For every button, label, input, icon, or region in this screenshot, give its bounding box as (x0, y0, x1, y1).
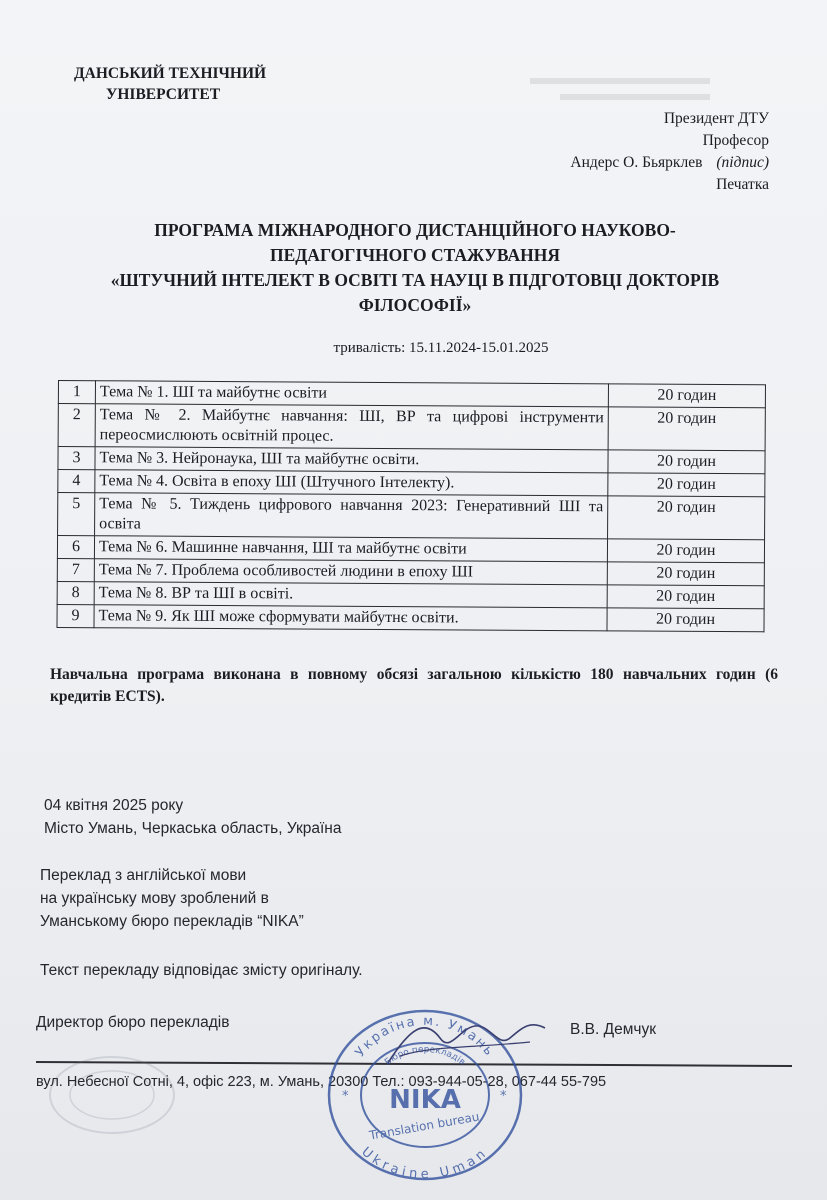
topic-number: 1 (58, 381, 95, 404)
seal-note: Печатка (716, 176, 769, 193)
topic-title: Тема № 2. Майбутнє навчання: ШІ, ВР та цифрові інструменти переосмислюють освітній процес. (95, 404, 608, 450)
topics-table-body (57, 381, 765, 632)
topic-hours: 20 годин (608, 407, 765, 451)
topic-hours: 20 годин (608, 496, 765, 540)
president-title: Президент ДТУ (663, 110, 769, 127)
title-line-3: «ШТУЧНИЙ ІНТЕЛЕКТ В ОСВІТІ ТА НАУЦІ В ПІДГОТОВЦІ ДОКТОРІВ (110, 270, 720, 290)
title-line-2: ПЕДАГОГІЧНОГО СТАЖУВАННЯ (269, 245, 560, 265)
topic-number: 5 (58, 493, 95, 536)
stamp-star-left: * (342, 1089, 349, 1104)
director-label: Директор бюро перекладів (36, 1014, 230, 1031)
stamp-inner-text: Бюро перекладів (383, 1044, 467, 1068)
title-line-1: ПРОГРАМА МІЖНАРОДНОГО ДИСТАНЦІЙНОГО НАУКОВО- (154, 220, 676, 240)
topic-title: Тема № 8. ВР та ШІ в освіті. (94, 582, 607, 608)
date-place-block (44, 794, 341, 840)
table-row (58, 493, 765, 540)
document-place: Місто Умань, Черкаська область, Україна (44, 820, 342, 837)
program-title (55, 218, 775, 318)
topic-number: 2 (58, 404, 95, 447)
document-date: 04 квітня 2025 року (44, 797, 184, 814)
stamp-bottom-text: Ukraine Uman (358, 1144, 492, 1183)
translation-line-2: на українську мову зроблений в (40, 890, 269, 907)
translation-line-3: Уманському бюро перекладів “NIKA” (40, 913, 304, 930)
president-signature-line (469, 152, 769, 174)
topic-hours: 20 годин (608, 384, 765, 408)
topic-hours: 20 годин (607, 608, 764, 632)
stamp-translation-bureau: Translation bureau (368, 1109, 481, 1143)
topic-number: 8 (57, 581, 94, 604)
summary-paragraph: Навчальна програма виконана в повному обсязі загальною кількістю 180 навчальних годин (6 кредитів ECTS). (50, 666, 778, 705)
university-name-line-2: УНІВЕРСИТЕТ (106, 86, 221, 103)
topic-title: Тема № 6. Машинне навчання, ШІ та майбутнє освіти (94, 536, 607, 562)
table-row (58, 404, 765, 451)
topic-number: 4 (58, 470, 95, 493)
footer-address: вул. Небесної Сотні, 4, офіс 223, м. Умань, 20300 Тел.: 093-944-05-28, 067-44 55-795 (36, 1074, 607, 1090)
topic-title: Тема № 7. Проблема особливостей людини в епоху ШІ (94, 559, 607, 585)
faint-stamp-impression (42, 1050, 182, 1140)
topic-hours: 20 годин (608, 473, 765, 497)
university-name-line-1: ДАНСЬКИЙ ТЕХНІЧНИЙ (74, 65, 267, 82)
approval-block (469, 108, 769, 196)
stamp-top-text: Україна м. Умань (352, 1013, 498, 1061)
topic-number: 9 (57, 604, 94, 627)
president-rank: Професор (702, 132, 769, 149)
topic-hours: 20 годин (608, 450, 765, 474)
translation-note (40, 864, 304, 933)
director-signature (380, 1008, 550, 1078)
topic-title: Тема № 4. Освіта в епоху ШІ (Штучного Інтелекту). (95, 470, 608, 496)
title-line-4: ФІЛОСОФІЇ» (358, 295, 472, 315)
president-name: Андерс О. Бьярклев (570, 154, 703, 171)
topic-number: 7 (57, 558, 94, 581)
topic-title: Тема № 1. ШІ та майбутнє освіти (95, 381, 608, 407)
conformity-statement: Текст перекладу відповідає змісту оригіналу. (40, 962, 363, 979)
translation-line-1: Переклад з англійської мови (40, 867, 247, 884)
table-row (57, 604, 764, 631)
stamp-brand: NIKA (389, 1085, 461, 1115)
topic-title: Тема № 5. Тиждень цифрового навчання 2023: Генеративний ШІ та освіта (95, 493, 608, 539)
show-through-print (520, 70, 750, 110)
topics-table (56, 380, 766, 632)
topic-number: 3 (58, 447, 95, 470)
topic-hours: 20 годин (607, 562, 764, 586)
university-name (74, 63, 266, 105)
signature-note: (підпис) (716, 154, 769, 171)
stamp-star-right: * (500, 1089, 507, 1104)
topic-number: 6 (57, 536, 94, 559)
svg-text:Ukraine Uman (358, 1145, 491, 1183)
director-name: В.В. Демчук (570, 1021, 656, 1038)
topic-hours: 20 годин (607, 585, 764, 609)
topic-hours: 20 годин (607, 539, 764, 563)
duration-line (0, 340, 827, 357)
topic-title: Тема № 9. Як ШІ може сформувати майбутнє освіти. (94, 605, 607, 631)
topic-title: Тема № 3. Нейронаука, ШІ та майбутнє освіти. (95, 447, 608, 473)
duration-text: тривалість: 15.11.2024-15.01.2025 (333, 340, 549, 356)
